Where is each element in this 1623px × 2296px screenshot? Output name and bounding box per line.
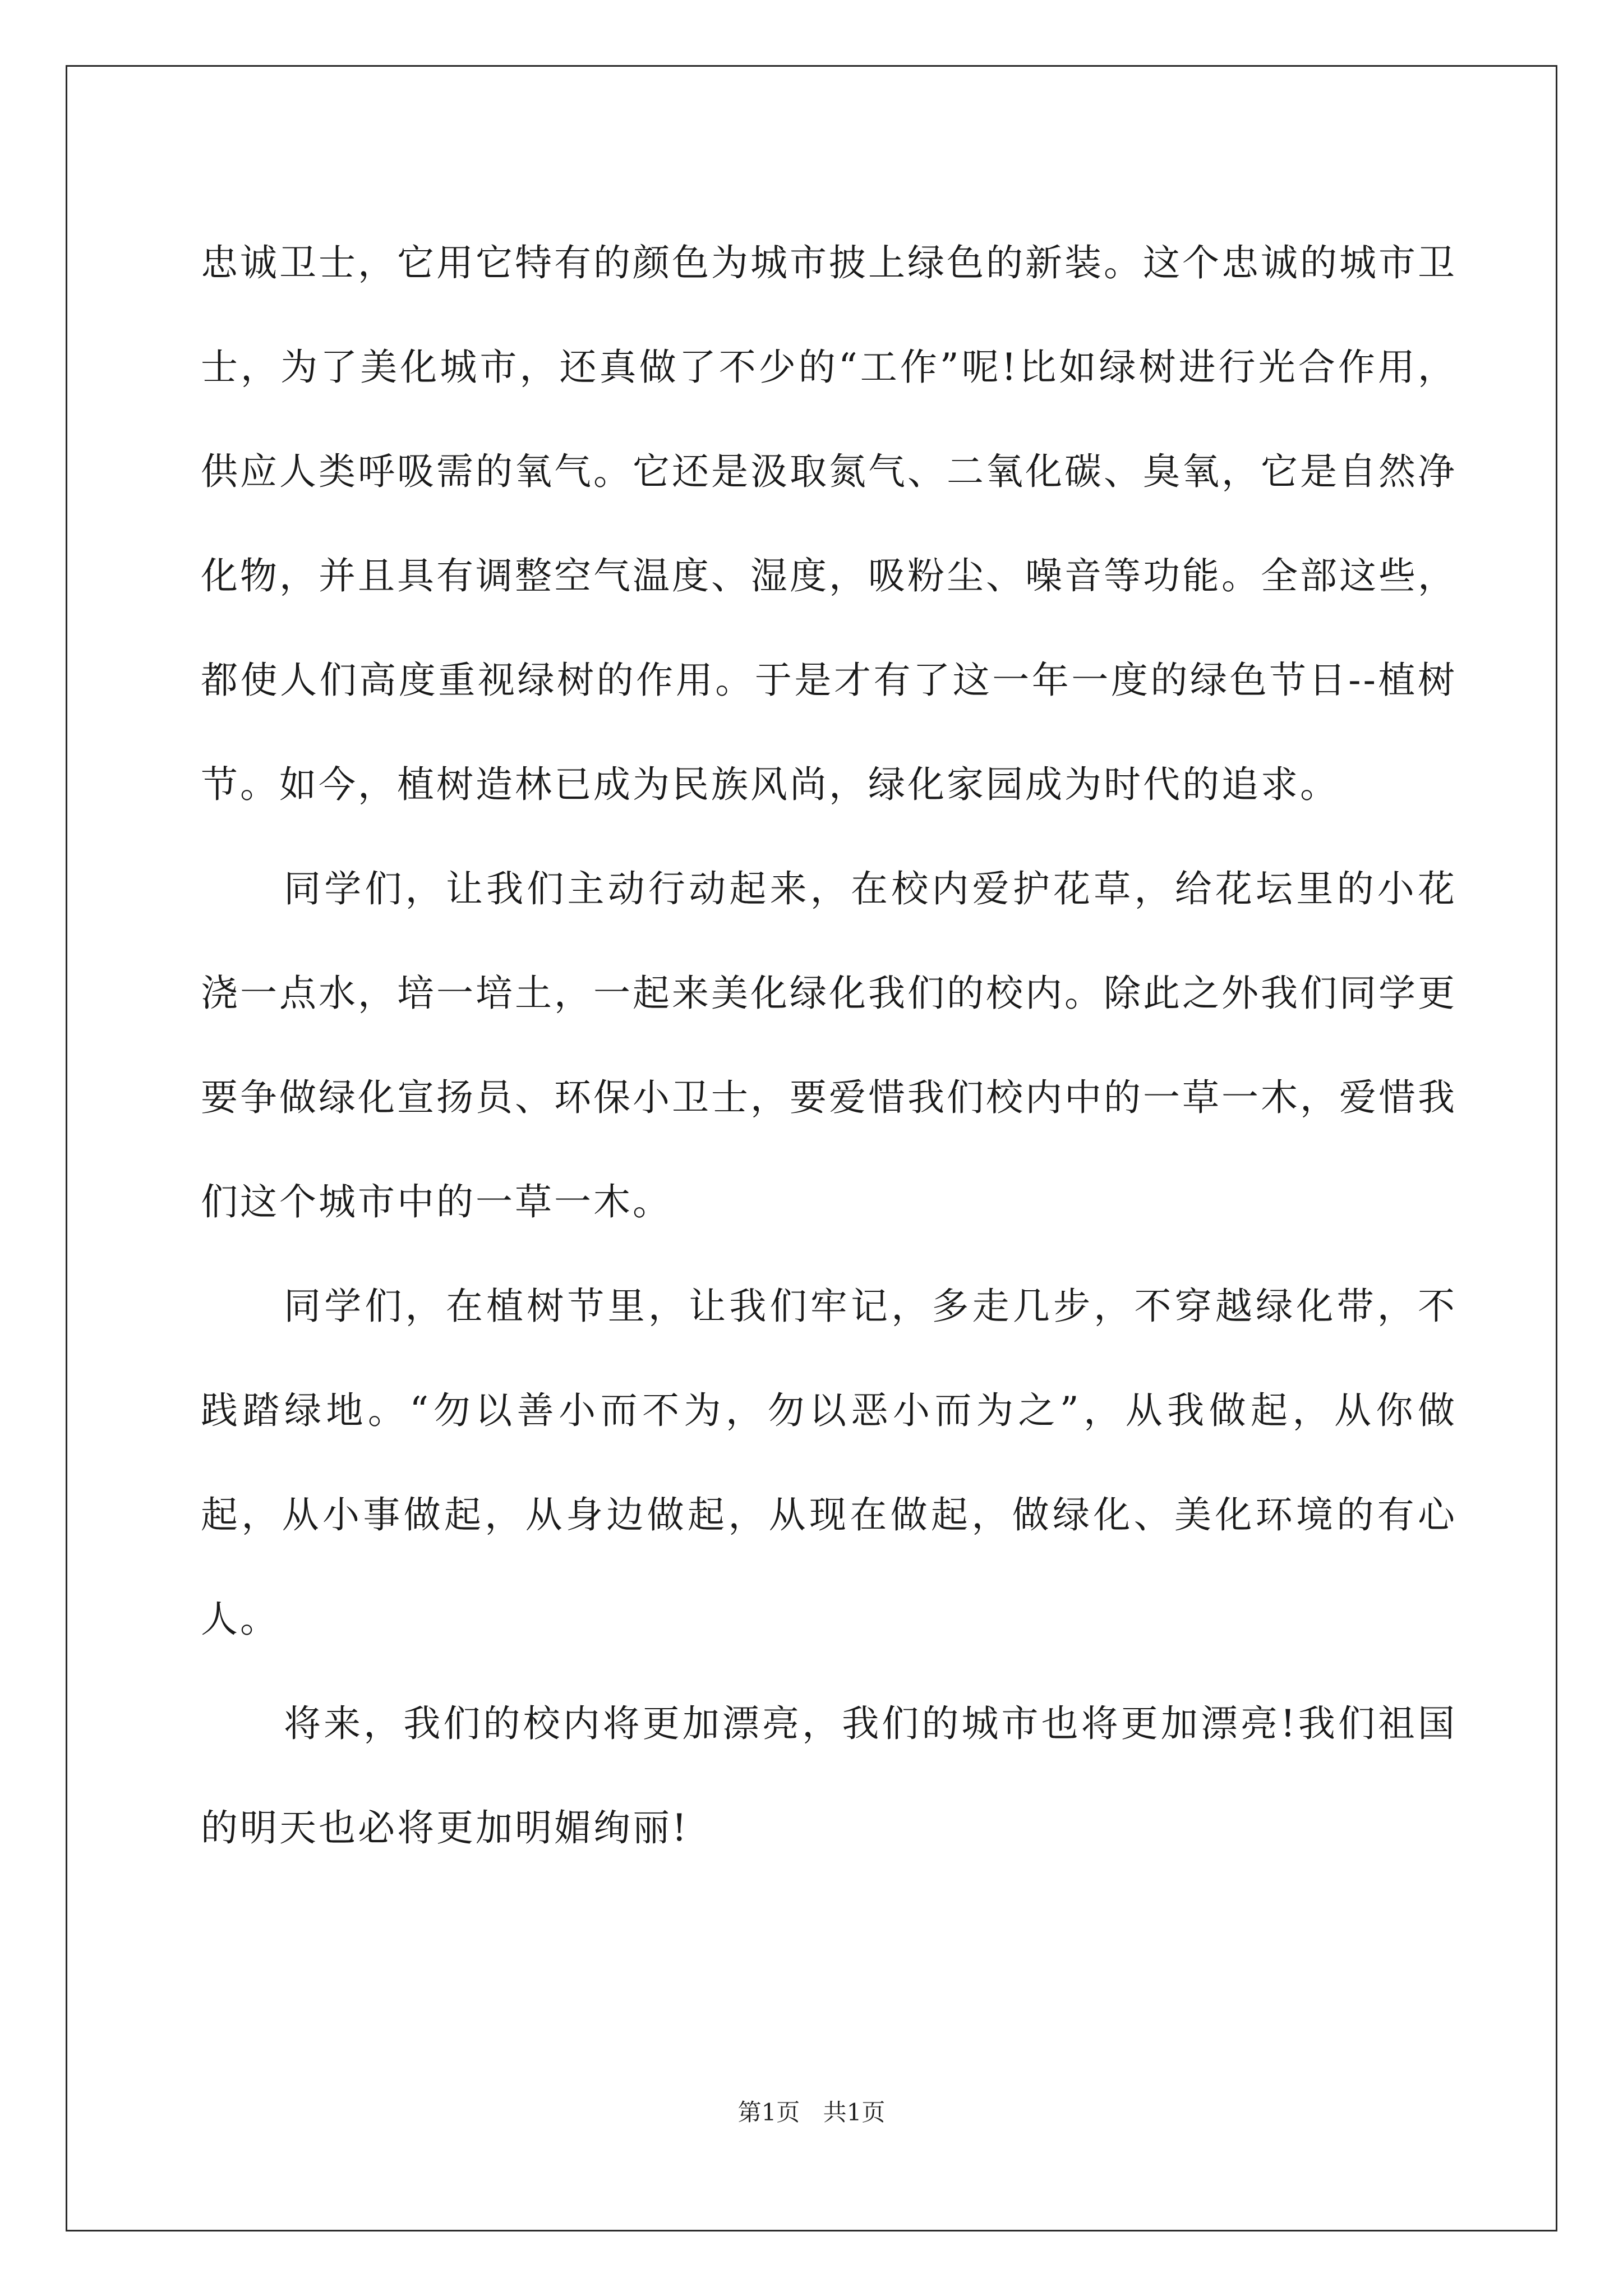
paragraph-1: 忠诚卫士，它用它特有的颜色为城市披上绿色的新装。这个忠诚的城市卫士，为了美化城市，还真做了不少的“工作”呢!比如绿树进行光合作用，供应人类呼吸需的氧气。它还是汲取氮气、二氧化碳、臭氧，它是自然净化物，并且具有调整空气温度、湿度，吸粉尘、噪音等功能。全部这些，都使人们高度重视绿树的作用。于是才有了这一年一度的绿色节日--植树节。如今，植树造林已成为民族风尚，绿化家园成为时代的追求。 [201,241,1457,806]
page-number: 第1页 [737,2099,800,2126]
paragraph-3: 同学们，在植树节里，让我们牢记，多走几步，不穿越绿化带，不践踏绿地。“勿以善小而不为，勿以恶小而为之”，从我做起，从你做起，从小事做起，从身边做起，从现在做起，做绿化、美化环境的有心人。 [201,1285,1457,1641]
document-body [201,211,1457,1880]
paragraph-2: 同学们，让我们主动行动起来，在校内爱护花草，给花坛里的小花浇一点水，培一培土，一起来美化绿化我们的校内。除此之外我们同学更要争做绿化宣扬员、环保小卫士，要爱惜我们校内中的一草一木，爱惜我们这个城市中的一草一木。 [201,867,1457,1223]
paragraph-4: 将来，我们的校内将更加漂亮，我们的城市也将更加漂亮!我们祖国的明天也必将更加明媚绚丽! [201,1702,1457,1849]
page-footer [0,2096,1623,2129]
page-count: 共1页 [823,2099,886,2126]
